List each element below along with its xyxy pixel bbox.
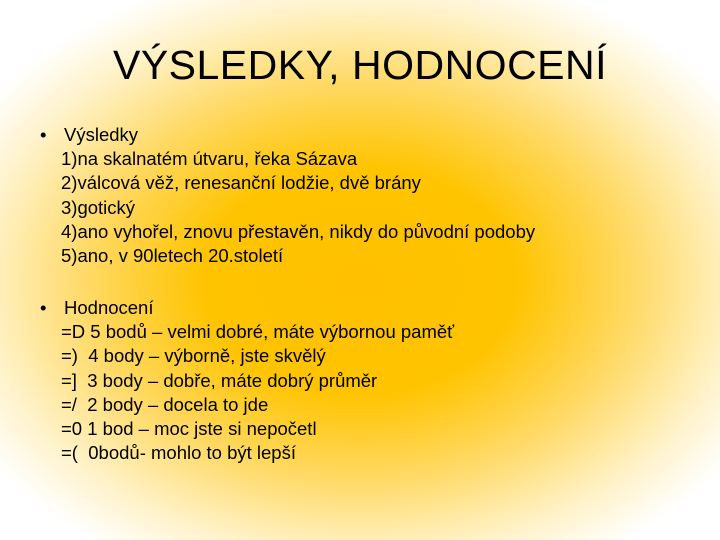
results-item-5: 5)ano, v 90letech 20.století (61, 245, 284, 267)
bullet-icon: • (40, 297, 47, 318)
rating-item-3: =] 3 body – dobře, máte dobrý průměr (61, 369, 378, 391)
results-heading-line (40, 123, 535, 147)
results-section (40, 123, 535, 268)
rating-item-2: =) 4 body – výborně, jste skvělý (61, 345, 326, 367)
results-item-1: 1)na skalnatém útvaru, řeka Sázava (61, 148, 358, 170)
results-item-4: 4)ano vyhořel, znovu přestavěn, nikdy do původní podoby (61, 220, 536, 242)
rating-heading-line (40, 296, 454, 320)
bullet-icon: • (40, 124, 47, 145)
rating-item-6: =( 0bodů- mohlo to být lepší (61, 442, 296, 464)
rating-item-5: =0 1 bod – moc jste si nepočetl (61, 418, 317, 440)
rating-item-1: =D 5 bodů – velmi dobré, máte výbornou paměť (61, 321, 455, 343)
rating-item-4: =/ 2 body – docela to jde (61, 393, 269, 415)
rating-section (40, 296, 454, 465)
rating-heading: Hodnocení (64, 297, 154, 318)
results-heading: Výsledky (64, 124, 139, 145)
results-item-2: 2)válcová věž, renesanční lodžie, dvě brány (61, 172, 421, 194)
results-item-3: 3)gotický (61, 196, 136, 218)
slide-title: VÝSLEDKY, HODNOCENÍ (112, 42, 608, 88)
